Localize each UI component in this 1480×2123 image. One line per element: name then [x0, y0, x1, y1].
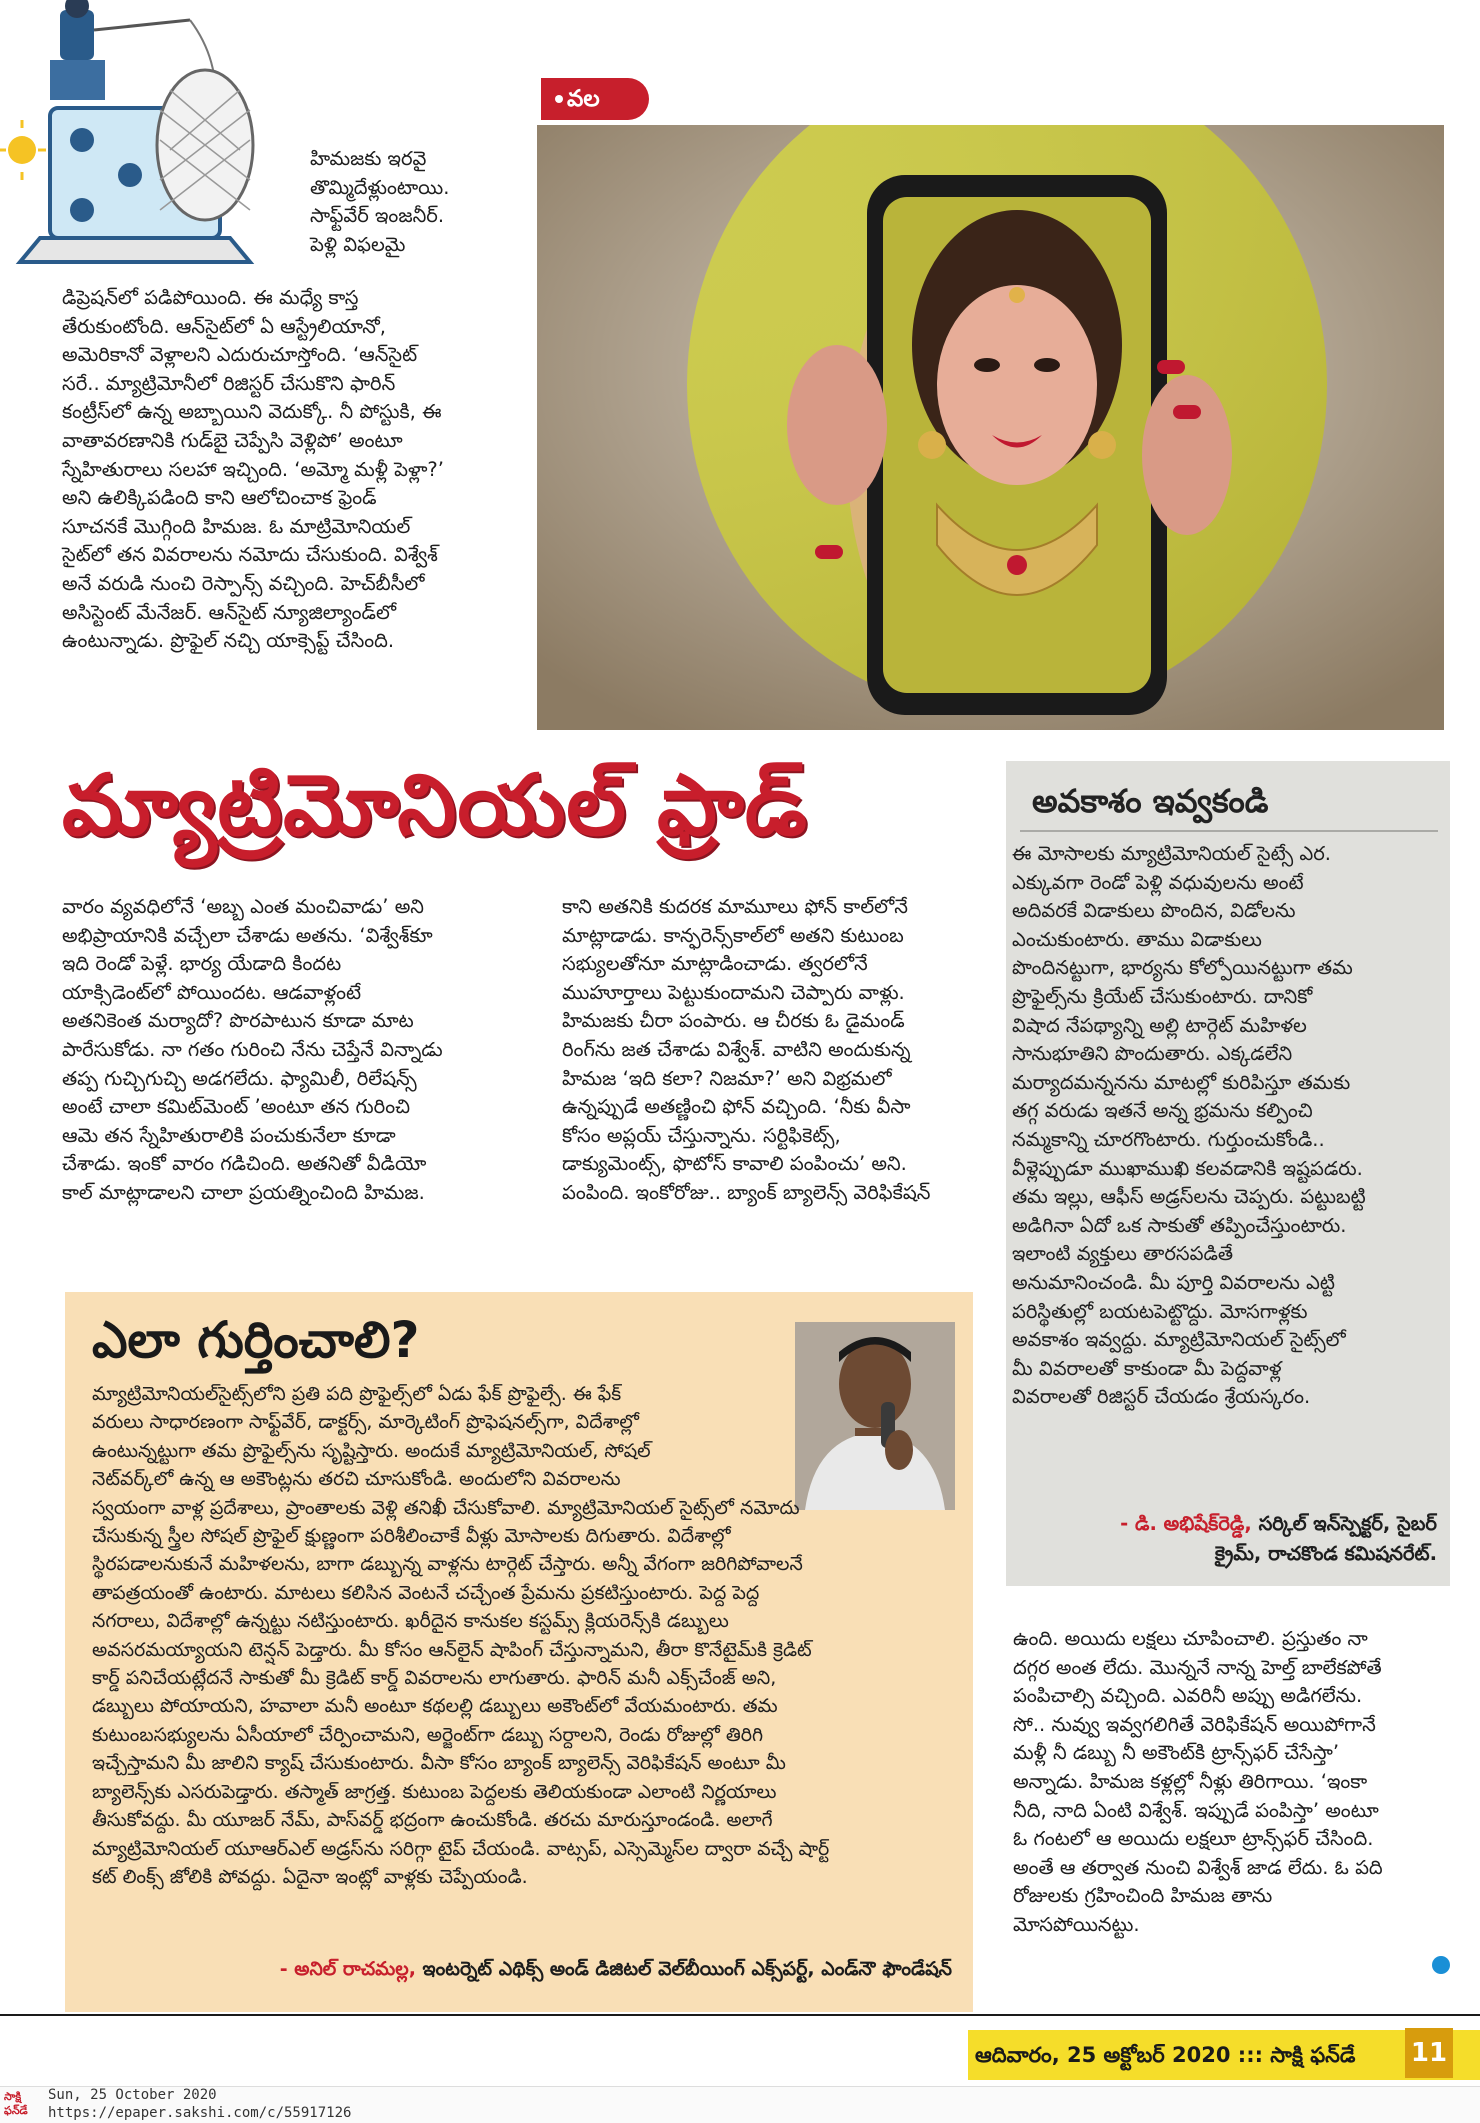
page-number: 11 [1405, 2028, 1453, 2078]
sidebar-divider [1020, 830, 1438, 832]
sun-icon [8, 136, 36, 164]
footer-date-line: ఆదివారం, 25 అక్టోబర్ 2020 ::: సాక్షి ఫన్‌డే [975, 2043, 1356, 2067]
end-marker-dot [1432, 1956, 1450, 1974]
headline: మ్యాట్రిమోనియల్ ఫ్రాడ్ [62, 756, 808, 854]
fishing-hacker-illustration [0, 0, 320, 270]
section-tag: వల [541, 78, 649, 120]
body-column-1: వారం వ్యవధిలోనే ‘అబ్బ ఎంత మంచివాడు’ అని అభిప్రాయానికి వచ్చేలా చేశాడు అతను. ‘విశ్వేశ్‌కూ ఇది రెండో పెళ్లే. భార్య యేడాది కిందట యాక్సిడెంట్‌లో పోయిందట. ఆడవాళ్లంటే అతనికెంత మర్యాదో? పొరపాటున కూడా మాట పారేసుకోడు. నా గతం గురించి నేను చెప్తేనే విన్నాడు తప్ప గుచ్చిగుచ్చి అడగలేదు. ఫ్యామిలీ, రిలేషన్స్ అంటే చాలా కమిట్‌మెంట్ ’అంటూ తన గురించి ఆమె తన స్నేహితురాలికి పంచుకునేలా కూడా చేశాడు. ఇంకో వారం గడిచింది. అతనితో వీడియో కాల్ మాట్లాడాలని చాలా ప్రయత్నించింది హిమజ. [62, 895, 443, 1204]
footer-rule [0, 2014, 1480, 2016]
identify-credit-name: - అనిల్ రాచమల్ల, [279, 1958, 416, 1980]
identify-body: మ్యాట్రిమోనియల్‌సైట్స్‌లోని ప్రతి పది ప్రొఫైల్స్‌లో ఏడు ఫేక్ ప్రొఫైల్సే. ఈ ఫేక్ వరులు సాధారణంగా సాఫ్ట్‌వేర్, డాక్టర్స్, మార్కెటింగ్ ప్రొఫెషనల్స్‌గా, విదేశాల్లో ఉంటున్నట్టుగా తమ ప్రొఫైల్స్‌ను సృష్టిస్తారు. అందుకే మ్యాట్రిమోనియల్, సోషల్ నెట్‌వర్క్‌లో ఉన్న ఆ అకౌంట్లను తరచి చూసుకోండి. అందులోని వివరాలను స్వయంగా వాళ్ల ప్రదేశాలు, ప్రాంతాలకు వెళ్లి తనిఖీ చేసుకోవాలి. మ్యాట్రిమోనియల్ సైట్స్‌లో నమోదు చేసుకున్న స్త్రీల సోషల్ ప్రొఫైల్ క్షుణ్ణంగా పరిశీలించాకే వీళ్లు మోసాలకు దిగుతారు. విదేశాల్లో స్థిరపడాలనుకునే మహిళలను, బాగా డబ్బున్న వాళ్లను టార్గెట్ చేస్తారు. అన్నీ వేగంగా జరిగిపోవాలనే తాపత్రయంతో ఉంటారు. మాటలు కలిసిన వెంటనే చచ్చేంత ప్రేమను ప్రకటిస్తుంటారు. పెద్ద పెద్ద నగరాలు, విదేశాల్లో ఉన్నట్టు నటిస్తుంటారు. ఖరీదైన కానుకల కస్టమ్స్ క్లియరెన్స్‌కి డబ్బులు అవసరమయ్యాయని టెన్షన్ పెడ్తారు. మీ కోసం ఆన్‌లైన్ షాపింగ్ చేస్తున్నామని, తీరా కొనేటైమ్‌కి క్రెడిట్ కార్డ్ పనిచేయట్లేదనే సాకుతో మీ క్రెడిట్ కార్డ్ వివరాలను లాగుతారు. ఫారిన్ మనీ ఎక్స్‌చేంజ్ అని, డబ్బులు పోయాయని, హవాలా మనీ అంటూ కథలల్లి డబ్బులు అకౌంట్‌లో వేయమంటారు. తమ కుటుంబసభ్యులను ఏసీయాలో చేర్పించామని, అర్జెంట్‌గా డబ్బు సర్దాలని, రెండు రోజుల్లో తిరిగి ఇచ్చేస్తామని మీ జాలిని క్యాష్ చేసుకుంటారు. వీసా కోసం బ్యాంక్ బ్యాలెన్స్ వెరిఫికేషన్ అంటూ మీ బ్యాలెన్స్‌కు ఎసరుపెడ్తారు. తస్మాత్ జాగ్రత్త. కుటుంబ పెద్దలకు తెలియకుండా ఎలాంటి నిర్ణయాలు తీసుకోవద్దు. మీ యూజర్ నేమ్, పాస్‌వర్డ్ భద్రంగా ఉంచుకోండి. తరచు మారుస్తూండండి. అలాగే మ్యాట్రిమోనియల్ యూఆర్‌ఎల్ అడ్రస్‌ను సరిగ్గా టైప్ చేయండి. వాట్సప్, ఎస్సెమ్మెస్‌ల ద్వారా వచ్చే షార్ట్ కట్ లింక్స్ జోలికి పోవద్దు. ఏదైనా ఇంట్లో వాళ్లకు చెప్పేయండి. [92, 1383, 830, 1888]
body-column-2: కాని అతనికి కుదరక మామూలు ఫోన్ కాల్‌లోనే మాట్లాడాడు. కాన్ఫరెన్స్‌కాల్‌లో అతని కుటుంబ సభ్యులతోనూ మాట్లాడించాడు. త్వరలోనే ముహూర్తాలు పెట్టుకుందామని చెప్పారు వాళ్లు. హిమజకు చీరా పంపారు. ఆ చీరకు ఓ డైమండ్ రింగ్‌ను జత చేశాడు విశ్వేశ్. వాటిని అందుకున్న హిమజ ‘ఇది కలా? నిజమా?’ అని విభ్రమలో ఉన్నప్పుడే అతణ్ణించి ఫోన్ వచ్చింది. ‘నీకు వీసా కోసం అప్లయ్ చేస్తున్నాను. సర్టిఫికెట్స్, డాక్యుమెంట్స్, ఫొటోస్ కావాలి పంపించు’ అని. పంపింది. ఇంకోరోజు.. బ్యాంక్ బ్యాలెన్స్ వెరిఫికేషన్ [562, 895, 931, 1204]
sidebar-body: ఈ మోసాలకు మ్యాట్రిమోనియల్ సైట్సే ఎర. ఎక్కువగా రెండో పెళ్లి వధువులను అంటే అదివరకే విడాకులు పొందిన, విడోలను ఎంచుకుంటారు. తాము విడాకులు పొందినట్టుగా, భార్యను కోల్పోయినట్టుగా తమ ప్రొఫైల్స్‌ను క్రియేట్ చేసుకుంటారు. దానికో విషాద నేపథ్యాన్ని అల్లి టార్గెట్ మహిళల సానుభూతిని పొందుతారు. ఎక్కడలేని మర్యాదమన్ననను మాటల్లో కురిపిస్తూ తమకు తగ్గ వరుడు ఇతనే అన్న భ్రమను కల్పించి నమ్మకాన్ని చూరగొంటారు. గుర్తుంచుకోండి.. వీళ్లెప్పుడూ ముఖాముఖి కలవడానికి ఇష్టపడరు. తమ ఇల్లు, ఆఫీస్ అడ్రస్‌లను చెప్పరు. పట్టుబట్టి అడిగినా ఏదో ఒక సాకుతో తప్పించేస్తుంటారు. ఇలాంటి వ్యక్తులు తారసపడితే అనుమానించండి. మీ పూర్తి వివరాలను ఎట్టి పరిస్థితుల్లో బయటపెట్టొద్దు. మోసగాళ్లకు అవకాశం ఇవ్వద్దు. మ్యాట్రిమోనియల్ సైట్స్‌లో మీ వివరాలతో కాకుండా మీ పెద్దవాళ్ల వివరాలతో రిజిస్టర్ చేయడం శ్రేయస్కరం. [1012, 842, 1366, 1409]
epaper-logo: సాక్షి ఫన్‌డే [4, 2090, 28, 2117]
sidebar-title: అవకాశం ఇవ్వకండి [1032, 782, 1269, 820]
hero-photo-bride-on-phone [537, 125, 1444, 730]
intro-dropcap-lines: హిమజకు ఇరవై తొమ్మిదేళ్లుంటాయి. సాఫ్ట్‌వేర్ ఇంజనీర్. పెళ్లి విఫలమై [310, 147, 450, 256]
sidebar-credit-role: సర్కిల్ ఇన్‌స్పెక్టర్, సైబర్ క్రైమ్, రాచకొండ కమిషనరేట్. [1214, 1512, 1437, 1565]
identify-credit-role: ఇంటర్నెట్ ఎథిక్స్ అండ్ డిజిటల్ వెల్‌బీయింగ్ ఎక్స్‌పర్ట్, ఎండ్‌నౌ ఫౌండేషన్ [415, 1958, 952, 1980]
sidebar-credit-name: - డి. అభిషేక్‌రెడ్డి, [1120, 1512, 1252, 1535]
epaper-date: Sun, 25 October 2020 [48, 2087, 217, 2103]
sidebar-credit [1012, 1509, 1437, 1569]
body-column-3: ఉంది. అయిదు లక్షలు చూపించాలి. ప్రస్తుతం నా దగ్గర అంత లేదు. మొన్ననే నాన్న హెల్త్ బాలేకపోతే పంపిచాల్సి వచ్చింది. ఎవరినీ అప్పు అడిగలేను. సో.. నువ్వు ఇవ్వగలిగితే వెరిఫికేషన్ అయిపోగానే మళ్లీ నీ డబ్బు నీ అకౌంట్‌కి ట్రాన్స్‌ఫర్ చేసేస్తా’ అన్నాడు. హిమజ కళ్లల్లో నీళ్లు తిరిగాయి. ‘ఇంకా నీది, నాది ఏంటి విశ్వేశ్. ఇప్పుడే పంపిస్తా’ అంటూ ఓ గంటలో ఆ అయిదు లక్షలూ ట్రాన్స్‌ఫర్ చేసింది. అంతే ఆ తర్వాత నుంచి విశ్వేశ్ జాడ లేదు. ఓ పది రోజులకు గ్రహించింది హిమజ తాను మోసపోయినట్టు. [1013, 1627, 1383, 1936]
identify-credit [92, 1955, 952, 1983]
intro-body: డిప్రెషన్‌లో పడిపోయింది. ఈ మధ్యే కాస్త తేరుకుంటోంది. ఆన్‌సైట్‌లో ఏ ఆస్ట్రేలియానో, అమెరికానో వెళ్లాలని ఎదురుచూస్తోంది. ‘ఆన్‌సైట్ సరే.. మ్యాట్రిమోనీలో రిజిస్టర్ చేసుకొని ఫారిన్ కంట్రీస్‌లో ఉన్న అబ్బాయిని వెదుక్కో. నీ పోస్టుకి, ఈ వాతావరణానికి గుడ్‌బై చెప్పేసి వెళ్లిపో’ అంటూ స్నేహితురాలు సలహా ఇచ్చింది. ‘అమ్మో మళ్లీ పెళ్లా?’ అని ఉలిక్కిపడింది కాని ఆలోచించాక ఫ్రెండ్ సూచనకే మొగ్గింది హిమజ. ఓ మాట్రిమోనియల్ సైట్‌లో తన వివరాలను నమోదు చేసుకుంది. విశ్వేశ్ అనే వరుడి నుంచి రెస్పాన్స్ వచ్చింది. హెచ్‌బీసీలో అసిస్టెంట్ మేనేజర్. ఆన్‌సైట్ న్యూజిల్యాండ్‌లో ఉంటున్నాడు. ప్రొఫైల్ నచ్చి యాక్సెప్ట్ చేసింది. [62, 286, 444, 653]
epaper-url[interactable]: https://epaper.sakshi.com/c/55917126 [48, 2105, 352, 2121]
identify-title: ఎలా గుర్తించాలి? [92, 1311, 420, 1369]
